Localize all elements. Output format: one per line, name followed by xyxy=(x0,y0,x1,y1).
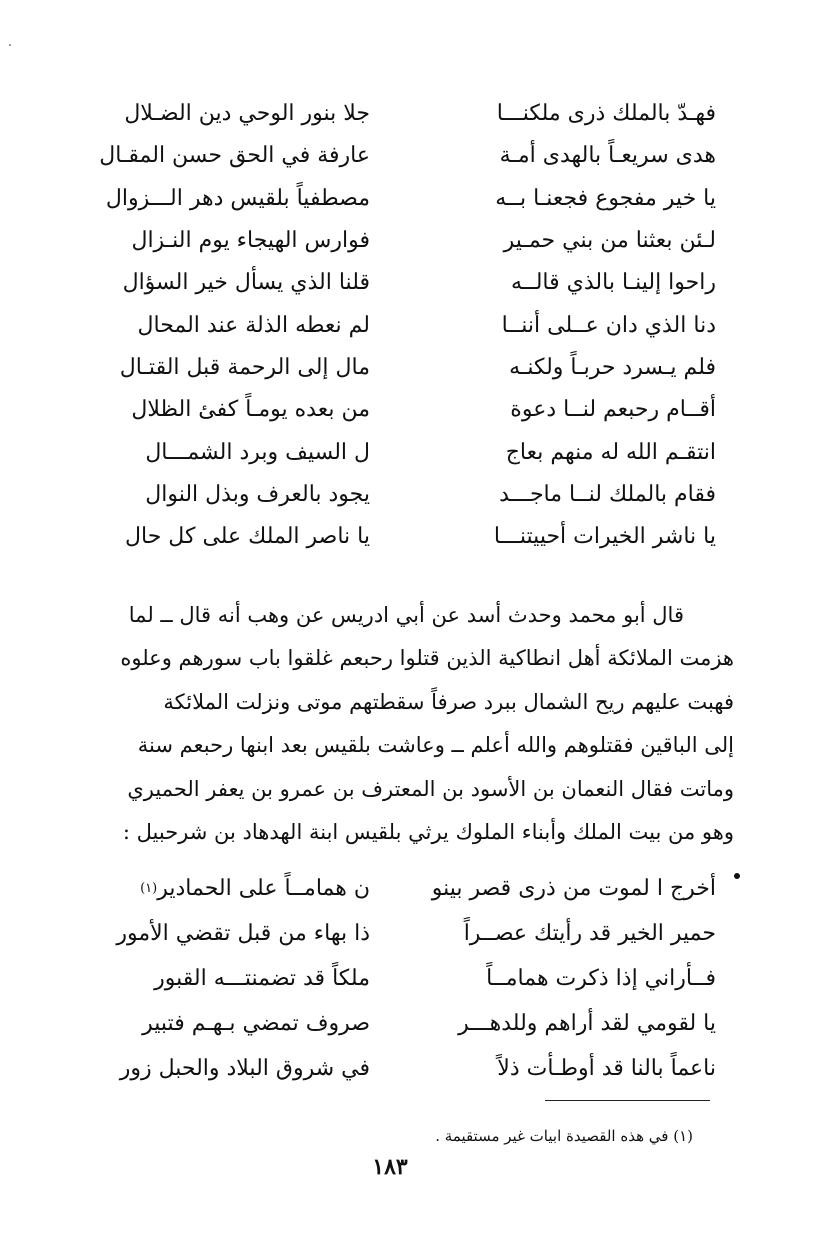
poem2-second-hemistichs xyxy=(50,866,370,1091)
verse-hemistich: ن همامــاً على الحمادير xyxy=(157,875,370,901)
verse-hemistich: هدى سريعـاً بالهدى أمـة xyxy=(499,143,716,169)
verse-hemistich: لم نعطه الذلة عند المحال xyxy=(137,312,370,338)
verse-hemistich: ملكاً قد تضمنتـــه القبور xyxy=(154,965,370,991)
prose-line: فهبت عليهم ريح الشمال ببرد صرفاً سقطتهم موتى ونزلت الملائكة xyxy=(163,689,734,714)
verse-hemistich: حمير الخير قد رأيتك عصــراً xyxy=(463,920,716,946)
prose-line: وهو من بيت الملك وأبناء الملوك يرثي بلقيس ابنة الهدهاد بن شرحبيل : xyxy=(122,820,734,845)
prose-line: وماتت فقال النعمان بن الأسود بن المعترف بن عمرو بن يعفر الحميري xyxy=(127,776,734,801)
verse-hemistich: دنا الذي دان عــلى أننــا xyxy=(501,312,716,338)
verse-hemistich-with-note xyxy=(50,866,370,911)
page-number: ١٨٣ xyxy=(372,1154,408,1180)
verse-hemistich: أقــام رحبعم لنــا دعوة xyxy=(510,397,716,423)
verse-hemistich: ذا بهاء من قبل تقضي الأمور xyxy=(116,920,370,946)
footnote-reference: (١) xyxy=(140,880,158,896)
verse-hemistich: ل السيف وبرد الشمـــال xyxy=(145,439,370,465)
poem1-second-hemistichs xyxy=(30,93,370,558)
footnote: (١) في هذه القصيدة ابيات غير مستقيمة . xyxy=(435,1127,693,1145)
prose-paragraph xyxy=(89,593,734,854)
prose-line: إلى الباقين فقتلوهم والله أعلم ــ وعاشت بلقيس بعد ابنها رحبعم سنة xyxy=(137,733,734,758)
verse-hemistich: في شروق البلاد والحبل زور xyxy=(119,1055,370,1081)
verse-hemistich: انتقـم الله له منهم بعاج xyxy=(505,439,716,465)
footnote-separator xyxy=(545,1100,710,1101)
verse-hemistich: صروف تمضي بـهـم فتبير xyxy=(142,1010,370,1036)
scan-speck xyxy=(9,44,11,46)
verse-hemistich: يجود بالعرف وبذل النوال xyxy=(145,481,370,507)
verse-hemistich: فهـدّ بالملك ذرى ملكنـــا xyxy=(496,101,716,127)
verse-hemistich: لـئن بعثنا من بني حمـير xyxy=(503,228,716,254)
verse-hemistich: من بعده يومـاً كفئ الظلال xyxy=(131,397,370,423)
verse-hemistich: جلا بنور الوحي دين الضـلال xyxy=(124,101,370,127)
verse-hemistich: يا خير مفجوع فجعنـا بــه xyxy=(495,185,716,211)
verse-hemistich: مال إلى الرحمة قبل القتـال xyxy=(119,354,370,380)
prose-line: هزمت الملائكة أهل انطاكية الذين قتلوا رحبعم غلقوا باب سورهم وعلوه xyxy=(120,646,734,671)
verse-hemistich: أخرج ا لموت من ذرى قصر بينو xyxy=(431,875,716,901)
verse-hemistich: عارفة في الحق حسن المقـال xyxy=(99,143,370,169)
verse-hemistich: يا ناشر الخيرات أحييتنـــا xyxy=(493,524,716,550)
verse-hemistich: راحوا إلينـا بالذي قالــه xyxy=(511,270,716,296)
verse-hemistich: يا لقومي لقد أراهم وللدهـــر xyxy=(458,1010,716,1036)
poem2-first-hemistichs xyxy=(396,866,716,1091)
prose-line: قال أبو محمد وحدث أسد عن أبي ادريس عن وهب أنه قال ــ لما xyxy=(128,602,684,627)
verse-hemistich: فوارس الهيجاء يوم النـزال xyxy=(131,228,370,254)
verse-hemistich: فــأراني إذا ذكرت همامــاً xyxy=(486,965,716,991)
verse-hemistich: فلم يـسرد حربـاً ولكنـه xyxy=(509,354,716,380)
verse-hemistich: يا ناصر الملك على كل حال xyxy=(125,524,370,550)
verse-hemistich: فقام بالملك لنــا ماجـــد xyxy=(499,481,716,507)
poem1-first-hemistichs xyxy=(376,93,716,558)
bullet-marker xyxy=(734,873,740,879)
verse-hemistich: ناعماً بالنا قد أوطـأت ذلاً xyxy=(497,1055,716,1081)
verse-hemistich: قلنا الذي يسأل خير السؤال xyxy=(122,270,370,296)
verse-hemistich: مصطفياً بلقيس دهر الـــزوال xyxy=(105,185,370,211)
